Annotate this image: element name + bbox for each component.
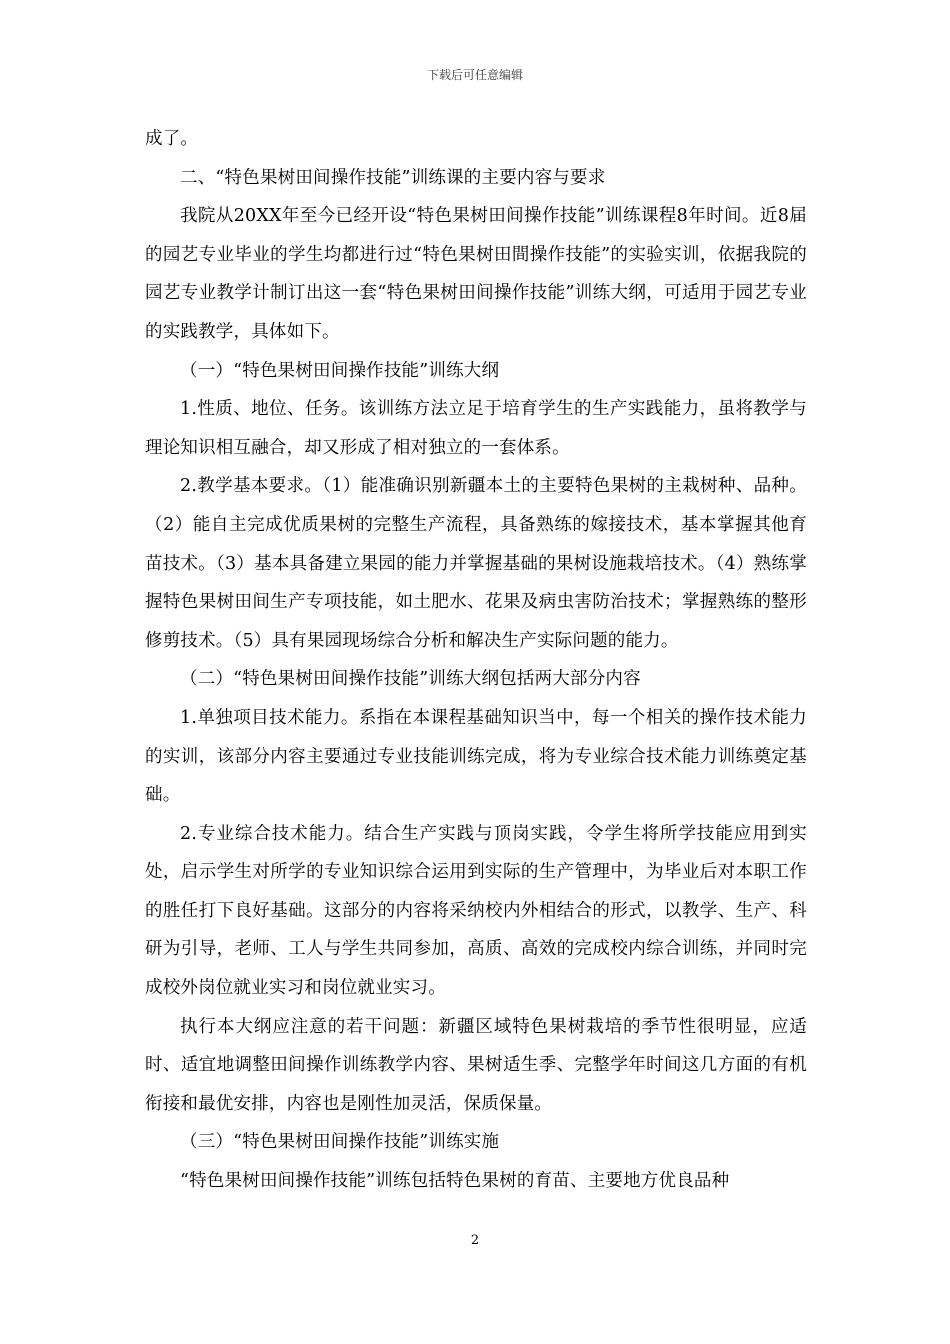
section-heading-2: 二、“特色果树田间操作技能”训练课的主要内容与要求 — [180, 167, 606, 188]
paragraph-implementation: “特色果树田间操作技能”训练包括特色果树的育苗、主要地方优良品种 — [180, 1171, 730, 1192]
subheading-2: （二）“特色果树田间操作技能”训练大纲包括两大部分内容 — [180, 669, 641, 690]
paragraph-intro: 我院从20XX年至今已经开设“特色果树田间操作技能”训练课程8年时间。近8届的园艺专业毕业的学生均都进行过“特色果树田間操作技能”的实验实训，依据我院的园艺专业教学计制订出这一套“特色果树田间操作技能”训练大纲，可适用于园艺专业的实践教学，具体如下。 — [145, 206, 807, 342]
document-body — [145, 120, 807, 1201]
page-header: 下载后可任意编辑 — [426, 68, 523, 82]
subheading-3: （三）“特色果树田间操作技能”训练实施 — [180, 1132, 500, 1153]
paragraph-continuation: 成了。 — [145, 129, 199, 149]
subheading-1: （一）“特色果树田间操作技能”训练大纲 — [180, 360, 500, 381]
paragraph-comprehensive-skill: 2.专业综合技术能力。结合生产实践与顶岗实践，令学生将所学技能应用到实处，启示学生对所学的专业知识综合运用到实际的生产管理中，为毕业后对本职工作的胜任打下良好基础。这部分的内容将采纳校内外相结合的形式，以教学、生产、科研为引导，老师、工人与学生共同参加，高质、高效的完成校内综合训练，并同时完成校外岗位就业实习和岗位就业实习。 — [145, 823, 807, 999]
page-number: 2 — [470, 1233, 480, 1248]
paragraph-notes: 执行本大纲应注意的若干问题：新疆区域特色果树栽培的季节性很明显，应适时、适宜地调整田间操作训练教学内容、果树适生季、完整学年时间这几方面的有机衔接和最优安排，内容也是刚性加灵活，保质保量。 — [145, 1016, 807, 1114]
paragraph-nature: 1.性质、地位、任务。该训练方法立足于培育学生的生产实践能力，虽将教学与理论知识相互融合，却又形成了相对独立的一套体系。 — [145, 399, 807, 458]
paragraph-single-skill: 1.单独项目技术能力。系指在本课程基础知识当中，每一个相关的操作技术能力的实训，该部分内容主要通过专业技能训练完成，将为专业综合技术能力训练奠定基础。 — [145, 707, 807, 806]
paragraph-requirements: 2.教学基本要求。（1）能准确识别新疆本土的主要特色果树的主栽树种、品种。（2）能自主完成优质果树的完整生产流程，具备熟练的嫁接技术，基本掌握其他育苗技术。（3）基本具备建立果园的能力并掌握基础的果树设施栽培技术。（4）熟练掌握特色果树田间生产专项技能，如土肥水、花果及病虫害防治技术；掌握熟练的整形修剪技术。（5）具有果园现场综合分析和解决生产实际问题的能力。 — [145, 476, 807, 651]
